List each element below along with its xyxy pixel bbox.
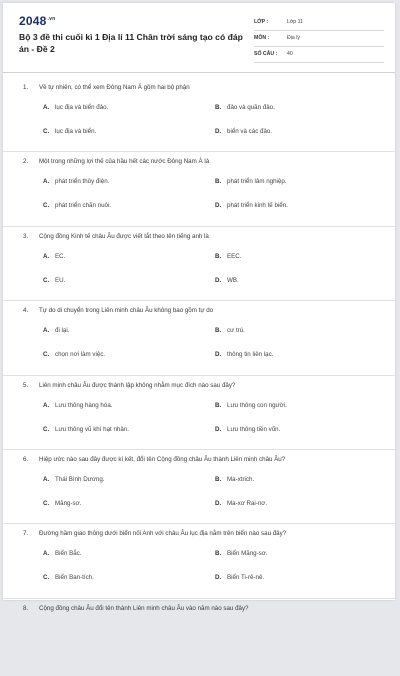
question-list: [3, 81, 395, 676]
question-text: [23, 84, 388, 91]
option-letter: B.: [215, 178, 222, 186]
option-text: Măng-sơ.: [55, 499, 82, 507]
answer-option[interactable]: [43, 327, 69, 334]
option-text: Biển Măng-sơ.: [227, 550, 268, 558]
question-divider: [3, 449, 395, 450]
option-text: đi lại.: [55, 327, 70, 335]
option-letter: C.: [43, 276, 50, 284]
answer-option[interactable]: [215, 476, 254, 483]
option-text: phát triển lâm nghiệp.: [227, 178, 287, 186]
question-divider: [3, 300, 395, 301]
meta-label: LỚP :: [254, 19, 269, 25]
question-text: [23, 307, 388, 314]
option-text: phát triển kinh tế biển.: [227, 202, 288, 210]
option-text: Lưu thông con người.: [227, 401, 287, 409]
option-letter: A.: [43, 252, 50, 260]
question-number: 7.: [23, 530, 29, 538]
meta-row-question-count: [254, 49, 384, 63]
question-number: 8.: [23, 604, 29, 612]
option-letter: B.: [215, 327, 222, 335]
option-letter: D.: [215, 499, 222, 507]
header-divider: [3, 72, 395, 73]
question-item: [3, 602, 395, 676]
option-letter: A.: [43, 401, 50, 409]
option-letter: B.: [215, 252, 222, 260]
option-text: Ma-xtrich.: [227, 475, 255, 483]
meta-value: 40: [287, 51, 293, 57]
question-number: 1.: [23, 84, 29, 91]
option-letter: D.: [215, 128, 222, 135]
option-letter: C.: [43, 351, 50, 359]
answer-option[interactable]: [215, 402, 287, 409]
question-stem: Hiệp ước nào sau đây được kí kết, đổi tên Cộng đồng châu Âu thành Liên minh châu Âu?: [39, 455, 286, 463]
option-text: lục địa và biển đảo.: [55, 104, 109, 111]
meta-value: Địa lý: [287, 35, 300, 41]
question-item: [3, 527, 395, 601]
option-letter: A.: [43, 475, 50, 483]
option-text: Thái Bình Dương.: [55, 475, 105, 483]
logo-text: 2048: [19, 14, 47, 28]
page-header: [3, 3, 395, 65]
option-letter: C.: [43, 499, 50, 507]
option-text: Biển Bắc.: [55, 550, 82, 558]
question-item: [3, 230, 395, 304]
answer-option[interactable]: [215, 351, 273, 358]
exam-page: [3, 3, 395, 612]
option-text: đảo và quần đảo.: [227, 104, 275, 111]
option-letter: D.: [215, 276, 222, 284]
option-letter: B.: [215, 475, 222, 483]
option-text: WB.: [227, 276, 239, 284]
option-text: Biển Ban-tích.: [55, 574, 94, 582]
option-text: Lưu thông hàng hóa.: [55, 401, 113, 409]
question-item: [3, 304, 395, 378]
question-text: [23, 530, 388, 537]
option-text: EEC.: [227, 252, 242, 260]
option-text: phát triển chăn nuôi.: [55, 202, 112, 210]
option-text: thông tin liên lạc.: [227, 351, 274, 359]
question-item: [3, 155, 395, 229]
option-letter: B.: [215, 401, 222, 409]
document-title: Bộ 3 đề thi cuối kì 1 Địa lí 11 Chân trời sáng tạo có đáp án - Đề 2: [19, 32, 243, 54]
meta-value: Lớp 11: [287, 19, 303, 25]
question-stem: Liên minh châu Âu được thành lập không nhằm mục đích nào sau đây?: [39, 381, 236, 389]
question-stem: Tự do di chuyển trong Liên minh châu Âu không bao gồm tự do: [39, 307, 214, 315]
option-letter: C.: [43, 425, 50, 433]
option-text: Lưu thông vũ khí hạt nhân.: [55, 425, 129, 433]
question-number: 3.: [23, 232, 29, 240]
answer-option[interactable]: [43, 426, 129, 433]
logo-suffix: .vn: [47, 16, 56, 22]
answer-option[interactable]: [43, 253, 65, 260]
answer-option[interactable]: [215, 178, 287, 185]
question-divider: [3, 226, 395, 227]
option-letter: A.: [43, 327, 50, 335]
option-text: cư trú.: [227, 327, 245, 335]
option-letter: A.: [43, 550, 50, 558]
option-text: lục địa và biển.: [55, 128, 97, 135]
option-letter: D.: [215, 574, 222, 582]
option-text: EU.: [55, 276, 66, 284]
question-number: 5.: [23, 381, 29, 389]
answer-option[interactable]: [43, 277, 65, 284]
option-letter: D.: [215, 425, 222, 433]
answer-option[interactable]: [215, 277, 239, 284]
question-text: [23, 605, 388, 612]
answer-option[interactable]: [43, 104, 108, 111]
option-text: EC.: [55, 252, 66, 260]
meta-label: SỐ CÂU :: [254, 51, 278, 57]
answer-option[interactable]: [215, 327, 245, 334]
answer-option[interactable]: [215, 500, 267, 507]
option-letter: B.: [215, 104, 222, 111]
answer-option[interactable]: [43, 351, 105, 358]
option-text: phát triển thủy điện.: [55, 178, 110, 186]
question-stem: Đường hầm giao thông dưới biển nối Anh với châu Âu lục địa nằm trên biển nào sau đây?: [39, 530, 287, 538]
option-letter: C.: [43, 128, 50, 135]
answer-option[interactable]: [43, 574, 94, 581]
option-letter: D.: [215, 202, 222, 210]
meta-row-class: [254, 17, 384, 31]
site-logo[interactable]: [19, 14, 55, 28]
answer-option[interactable]: [43, 402, 112, 409]
option-letter: C.: [43, 574, 50, 582]
answer-option[interactable]: [43, 202, 111, 209]
question-divider: [3, 151, 395, 152]
question-number: 4.: [23, 307, 29, 315]
question-number: 6.: [23, 455, 29, 463]
question-stem: Về tự nhiên, có thể xem Đông Nam Á gồm hai bộ phận: [39, 84, 190, 91]
option-text: Ma-xơ Rai-nơ.: [227, 499, 268, 507]
question-text: [23, 233, 388, 240]
option-letter: A.: [43, 104, 50, 111]
answer-option[interactable]: [43, 500, 81, 507]
answer-option[interactable]: [215, 426, 280, 433]
answer-option[interactable]: [215, 104, 275, 111]
answer-option[interactable]: [215, 128, 272, 135]
answer-option[interactable]: [215, 202, 288, 209]
question-number: 2.: [23, 158, 29, 166]
option-text: Biển Ti-rê-nê.: [227, 574, 265, 582]
option-letter: C.: [43, 202, 50, 210]
option-letter: A.: [43, 178, 50, 186]
option-letter: D.: [215, 351, 222, 359]
question-text: [23, 456, 388, 463]
answer-option[interactable]: [43, 550, 81, 557]
answer-option[interactable]: [215, 253, 241, 260]
meta-row-subject: [254, 33, 384, 47]
answer-option[interactable]: [43, 476, 104, 483]
question-item: [3, 81, 395, 155]
answer-option[interactable]: [43, 178, 109, 185]
question-stem: Cộng đồng Kinh tế châu Âu được viết tắt theo tên tiếng anh là: [39, 232, 209, 240]
option-text: chọn nơi làm việc.: [55, 351, 106, 359]
question-text: [23, 158, 388, 165]
meta-label: MÔN :: [254, 35, 270, 41]
answer-option[interactable]: [43, 128, 96, 135]
option-text: biển và các đảo.: [227, 128, 273, 135]
question-text: [23, 382, 388, 389]
option-text: Lưu thông tiền vốn.: [227, 425, 281, 433]
answer-option[interactable]: [215, 574, 264, 581]
question-divider: [3, 375, 395, 376]
exam-meta: [254, 17, 384, 65]
question-stem: Cộng đồng châu Âu đổi tên thành Liên minh châu Âu vào năm nào sau đây?: [39, 604, 249, 612]
question-stem: Một trong những lợi thế của hầu hết các nước Đông Nam Á là: [39, 158, 210, 166]
question-divider: [3, 523, 395, 524]
question-item: [3, 379, 395, 453]
question-divider: [3, 598, 395, 599]
answer-option[interactable]: [215, 550, 268, 557]
question-item: [3, 453, 395, 527]
option-letter: B.: [215, 550, 222, 558]
